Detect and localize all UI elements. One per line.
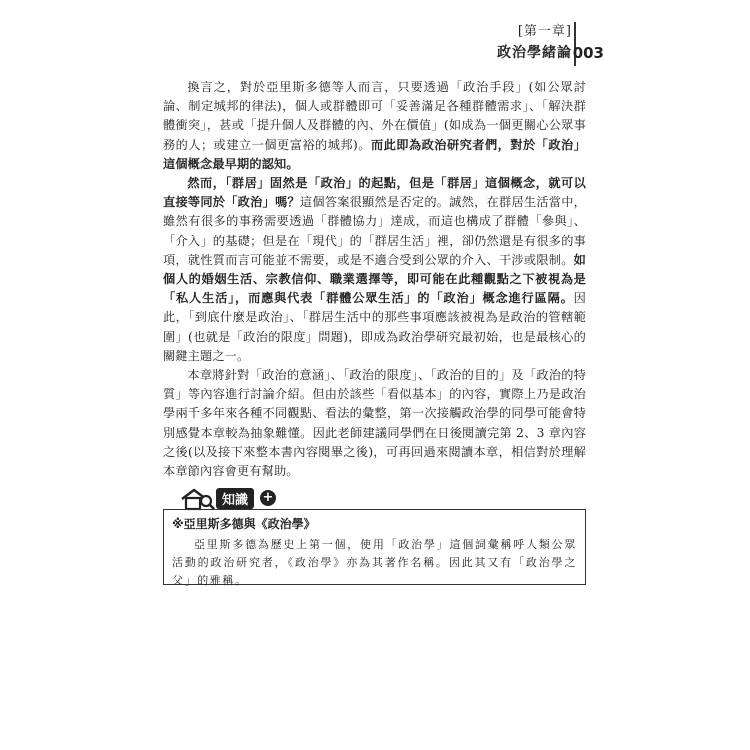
knowledge-box	[163, 509, 586, 585]
paragraph-1-text: 換言之，對於亞里斯多德等人而言，只要透過「政治手段」(如公眾討論、制定城邦的律法)，個人或群體即可「妥善滿足各種群體需求」、「解決群體衝突」，甚或「提升個人及群體的內、外在價值」(如成為一個更關心公眾事務的人；或建立一個更富裕的城邦)。	[163, 80, 586, 152]
page-header	[160, 20, 604, 68]
knowledge-title: ※亞里斯多德與《政治學》	[172, 517, 316, 531]
house-magnifier-icon	[180, 487, 216, 511]
body-text	[163, 78, 586, 481]
paragraph-2-text-1: 這個答案很顯然是否定的。誠然，在群居生活當中，雖然有很多的事務需要透過「群體協力」達成，而這也構成了群體「參與」、「介入」的基礎；但是在「現代」的「群居生活」裡，卻仍然還是有很多的事項，就性質而言可能並不需要，或是不適合受到公眾的介入、干涉或限制。	[163, 195, 586, 267]
page-number: 003	[572, 44, 604, 62]
paragraph-2-text-2: 因此，「到底什麼是政治」、「群居生活中的那些事項應該被視為是政治的管轄範圍」(也就是「政治的限度」問題)，即成為政治學研究最初始，也是最核心的關鍵主題之一。	[163, 291, 586, 363]
knowledge-plus-heading	[180, 485, 300, 511]
paragraph-3-text: 本章將針對「政治的意涵」、「政治的限度」、「政治的目的」及「政治的特質」等內容進行討論介紹。但由於該些「看似基本」的內容，實際上乃是政治學兩千多年來各種不同觀點、看法的彙整，第一次接觸政治學的同學可能會特別感覺本章較為抽象難懂。因此老師建議同學們在日後閱讀完第 2、3 章內容之後(以及接下來整本書內容閱畢之後)，可再回過來閱讀本章，相信對於理解本章節內容會更有幫助。	[163, 368, 586, 479]
paragraph-2-emphasis-2: 如個人的婚姻生活、宗教信仰、職業選擇等，即可能在此種觀點之下被視為是「私人生活」，而應與代表「群體公眾生活」的「政治」概念進行區隔。	[163, 252, 586, 306]
chapter-title: 政治學緒論	[497, 45, 572, 61]
paragraph-3	[163, 366, 586, 481]
paragraph-1	[163, 78, 586, 174]
knowledge-text: 亞里斯多德為歷史上第一個，使用「政治學」這個詞彙稱呼人類公眾活動的政治研究者，《政治學》亦為其著作名稱。因此其又有「政治學之父」的雅稱。	[172, 538, 577, 587]
paragraph-2	[163, 174, 586, 366]
chapter-label: [第一章]	[517, 24, 572, 39]
plus-icon: +	[260, 490, 276, 506]
paragraph-2-emphasis-1: 然而，「群居」固然是「政治」的起點，但是「群居」這個概念，就可以直接等同於「政治」嗎？	[163, 176, 586, 210]
knowledge-badge: 知識	[216, 488, 254, 509]
paragraph-1-emphasis: 而此即為政治研究者們，對於「政治」這個概念最早期的認知。	[163, 137, 586, 171]
